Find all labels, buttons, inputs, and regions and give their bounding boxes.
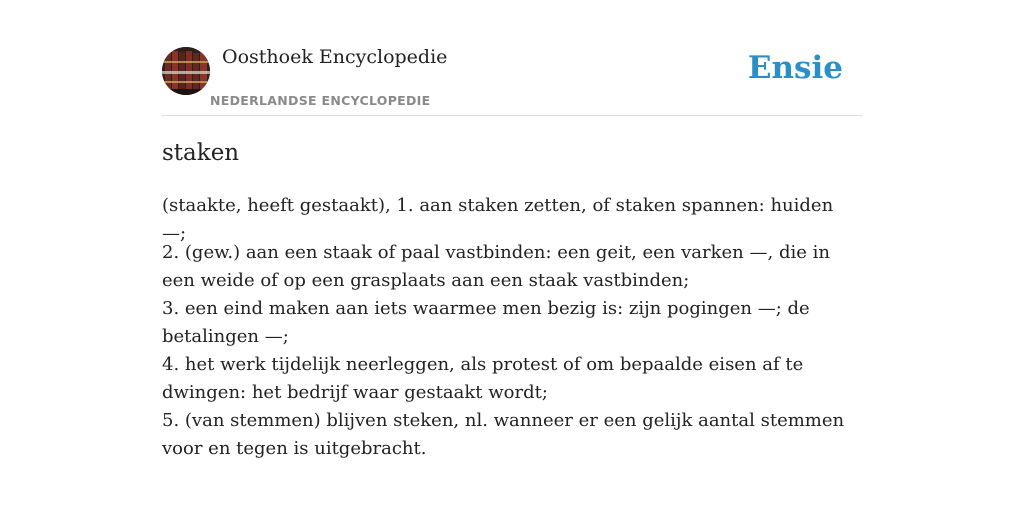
avatar[interactable] <box>162 47 210 95</box>
definition-5: 5. (van stemmen) blijven steken, nl. wanneer er een gelijk aantal stemmen voor en tegen is uitgebracht. <box>162 410 845 459</box>
definition-2: 2. (gew.) aan een staak of paal vastbinden: een geit, een varken —, die in een weide of op een grasplaats aan een staak vastbinden; <box>162 242 830 291</box>
definition-3: 3. een eind maken aan iets waarmee men bezig is: zijn pogingen —; de betalingen —; <box>162 298 810 347</box>
entry-card <box>162 0 862 459</box>
site-title[interactable]: Oosthoek Encyclopedie <box>222 46 448 68</box>
brand-logo[interactable]: Ensie <box>747 50 843 86</box>
entry-term: staken <box>162 140 240 166</box>
site-subtitle: NEDERLANDSE ENCYCLOPEDIE <box>210 93 431 108</box>
definition-1: (staakte, heeft gestaakt), 1. aan staken zetten, of staken spannen: huiden —; <box>162 195 834 244</box>
definition-4: 4. het werk tijdelijk neerleggen, als protest of om bepaalde eisen af te dwingen: het bedrijf waar gestaakt wordt; <box>162 354 804 403</box>
header <box>162 0 862 116</box>
encyclopedia-books-icon <box>162 47 210 95</box>
definition-list <box>162 239 862 463</box>
